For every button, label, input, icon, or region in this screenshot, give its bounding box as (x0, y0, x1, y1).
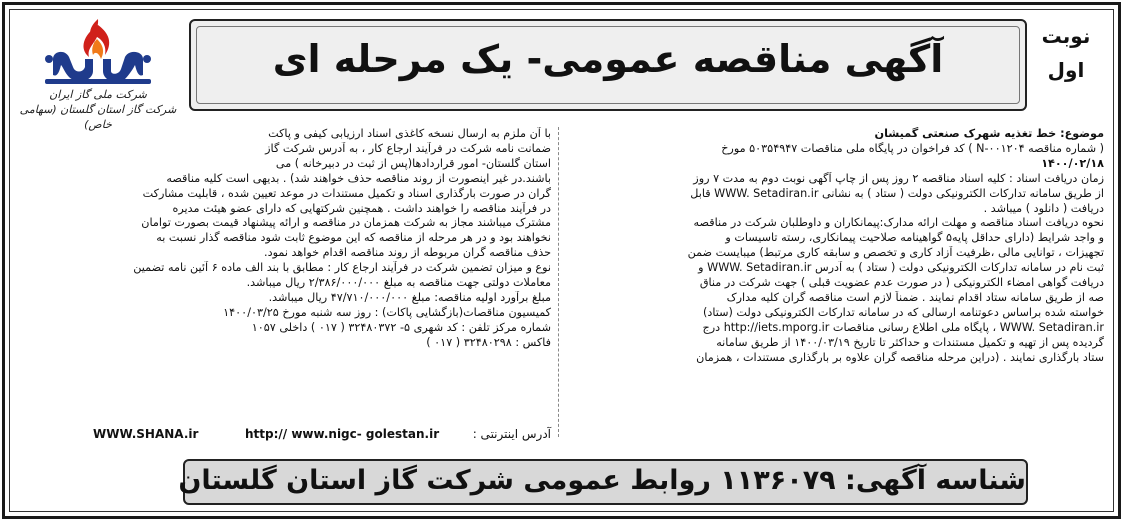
text-line: خواسته شده براساس دعوتنامه ارسالی که در سامانه تدارکات الکترونیکی دولت (ستاد) (702, 305, 1104, 319)
text-line: گردیده پس از تهیه و تکمیل مستندات و حداکثر تا تاریخ ۱۴۰۰/۰۳/۱۹ از طریق سامانه (716, 335, 1104, 349)
text-line: ضمانت نامه شرکت در فرآیند ارجاع کار ، به آدرس شرکت گاز (265, 141, 551, 155)
footer-text: شناسه آگهی: ۱۱۳۶۰۷۹ روابط عمومی شرکت گاز استان گلستان (178, 465, 1026, 496)
text-line: دریافت گواهی امضاء الکترونیکی ( در صورت عدم عضویت قبلی ) جهت شرکت در مناق (699, 276, 1104, 290)
text-line: ستاد بارگذاری نمایند . (دراین مرحله مناقصه گران علاوه بر بارگذاری مستندات ، همزمان (696, 350, 1104, 364)
text-line: نوع و میزان تضمین شرکت در فرآیند ارجاع کار : مطابق با بند الف ماده ۶ آئین نامه تضمین (133, 261, 551, 275)
right-column-text (578, 127, 1104, 366)
text-line: از طریق سامانه تدارکات الکترونیکی دولت ( ستاد ) به نشانی WWW. Setadiran.ir قابل (690, 186, 1104, 200)
text-line: تجهیزات ، توانایی مالی ،ظرفیت آزاد کاری و تخصص و سابقه کاری مرتبط) میبایست ضمن (687, 246, 1104, 260)
tender-advertisement (2, 2, 1121, 519)
text-line: موضوع: خط تغذیه شهرک صنعتی گمیشان (874, 127, 1104, 140)
text-line: فاکس : ۳۲۴۸۰۲۹۸ ( ۰۱۷ ) (426, 335, 551, 349)
text-line: کمیسیون مناقصات(بازگشایی پاکات) : روز سه شنبه مورخ ۱۴۰۰/۰۳/۲۵ (223, 305, 551, 319)
text-line: مشترک میباشند مجاز به شرکت همزمان در مناقصه و ارائه پیشنهاد قیمت بصورت توامان (141, 216, 551, 230)
text-line: معاملات دولتی جهت مناقصه به مبلغ ۲/۳۸۶/۰۰۰/۰۰۰ ریال میباشد. (246, 276, 551, 290)
shana-link[interactable]: WWW.SHANA.ir (93, 427, 199, 441)
text-line: نخواهند بود و در هر مرحله از مناقصه که این موضوع ثابت شود مناقصه گذار نسبت به (156, 231, 551, 245)
gas-flame-logo-icon (17, 15, 179, 87)
logo-caption-line-2: شرکت گاز استان گلستان (سهامی خاص) (19, 103, 177, 131)
text-line: زمان دریافت اسناد : کلیه اسناد مناقصه ۲ روز پس از چاپ آگهی نوبت دوم به مدت ۷ روز (693, 171, 1104, 185)
text-line: باشند.در غیر اینصورت از روند مناقصه حذف خواهند شد) . بدیهی است کلیه مناقصه (166, 171, 551, 185)
column-divider (558, 127, 559, 437)
issue-number (1028, 19, 1104, 87)
nigc-logo (17, 15, 179, 135)
logo-caption-line-1: شرکت ملی گاز ایران (49, 88, 147, 101)
text-line: و واجد شرایط (دارای حداقل پایه۵ گواهینامه صلاحیت پیمانکاری، رسته تاسیسات و (725, 231, 1104, 245)
issue-value: اول (1047, 58, 1085, 82)
text-line: حذف مناقصه گران مربوطه از روند مناقصه اقدام خواهد نمود. (264, 246, 551, 260)
text-line: شماره مرکز تلفن : کد شهری ۵- ۳۲۴۸۰۳۷۲ ( ۰۱۷ ) داخلی ۱۰۵۷ (251, 320, 551, 334)
text-line: ( شماره مناقصه N-۰۰۱۲۰۴ ) کد فراخوان در پایگاه ملی مناقصات ۵۰۳۵۴۹۴۷ مورخ (721, 141, 1104, 155)
text-line: در فرآیند مناقصه را خواهند داشت . همچنین شرکتهایی که دارای عضو هیئت مدیره (172, 201, 551, 215)
text-line: ثبت نام در سامانه تدارکات الکترونیکی دولت ( ستاد ) به آدرس WWW. Setadiran.ir و (698, 261, 1104, 275)
left-column-text (19, 127, 551, 351)
text-line: صه از طریق سامانه ستاد اقدام نمایند . ضمناً لازم است مناقصه گران کلیه مدارک (726, 290, 1104, 304)
text-line: استان گلستان- امور قراردادها(پس از ثبت در دبیرخانه ) می (275, 156, 551, 170)
text-line: ۱۴۰۰/۰۲/۱۸ (1041, 156, 1104, 170)
ad-title: آگهی مناقصه عمومی- یک مرحله ای (272, 37, 944, 81)
text-line: گران در صورت بارگذاری اسناد و تکمیل مستندات در موعد تعیین شده ، قابلیت مشارکت (142, 186, 551, 200)
title-banner (189, 19, 1027, 111)
text-line: با آن ملزم به ارسال نسخه کاغذی اسناد ارزیابی کیفی و پاکت (268, 127, 551, 140)
text-line: نحوه دریافت اسناد مناقصه و مهلت ارائه مدارک:پیمانکاران و داوطلبان شرکت در مناقصه (693, 216, 1104, 230)
internet-address-label: آدرس اینترنتی : (472, 427, 551, 441)
internet-address-row (19, 427, 551, 445)
logo-caption (17, 87, 179, 132)
footer-banner (178, 459, 1028, 505)
issue-label: نوبت (1041, 24, 1091, 48)
nigc-golestan-link[interactable]: http:// www.nigc- golestan.ir (245, 427, 440, 441)
text-line: مبلغ برآورد اولیه مناقصه: مبلغ ۴۷/۷۱۰/۰۰۰/۰۰۰ ریال میباشد. (268, 290, 551, 304)
text-line: دریافت ( دانلود ) میباشد . (983, 201, 1104, 215)
text-line: WWW. Setadiran.ir ، پایگاه ملی اطلاع رسانی مناقصات http://iets.mporg.ir درج (702, 320, 1104, 334)
